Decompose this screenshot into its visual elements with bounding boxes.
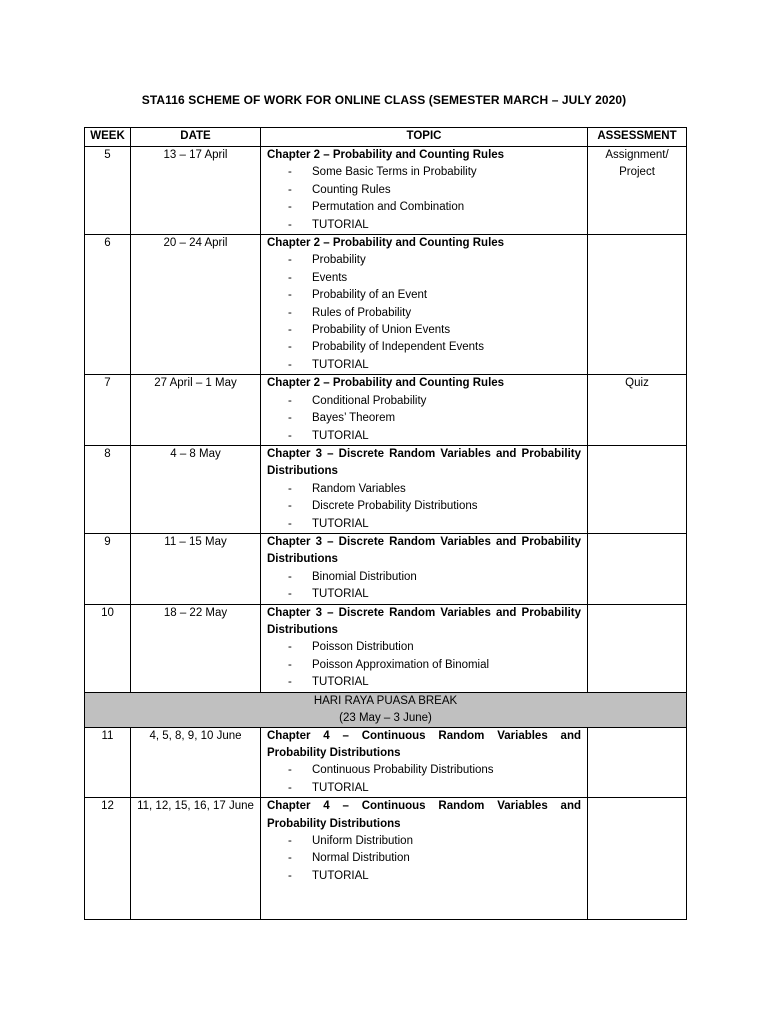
scheme-of-work-table — [84, 127, 687, 920]
subtopic-text: Binomial Distribution — [312, 570, 417, 583]
subtopic-text: Probability of Union Events — [312, 324, 451, 337]
date-cell: 11 – 15 May — [131, 533, 261, 604]
subtopic-item — [267, 833, 581, 850]
subtopic-text: Discrete Probability Distributions — [312, 500, 478, 513]
bullet-dash: - — [288, 271, 292, 284]
subtopic-item — [267, 868, 581, 885]
topic-cell — [261, 235, 588, 375]
table-row — [85, 533, 687, 604]
assessment-cell — [588, 445, 687, 533]
date-cell: 4, 5, 8, 9, 10 June — [131, 727, 261, 798]
table-row — [85, 147, 687, 235]
break-label: HARI RAYA PUASA BREAK — [313, 694, 458, 707]
bullet-dash: - — [288, 588, 292, 601]
subtopic-item — [267, 516, 581, 533]
subtopic-list — [267, 833, 581, 885]
assessment-cell — [588, 727, 687, 798]
week-cell: 12 — [85, 798, 131, 920]
subtopic-text: Permutation and Combination — [312, 201, 465, 214]
date-cell: 18 – 22 May — [131, 604, 261, 692]
subtopic-item — [267, 657, 581, 674]
topic-cell — [261, 798, 588, 920]
subtopic-list — [267, 252, 581, 374]
chapter-heading: Chapter 2 – Probability and Counting Rules — [267, 149, 505, 161]
date-cell: 4 – 8 May — [131, 445, 261, 533]
subtopic-text: TUTORIAL — [312, 869, 369, 882]
assessment-cell: Quiz — [588, 375, 687, 446]
table-header-row — [85, 128, 687, 147]
topic-cell — [261, 147, 588, 235]
subtopic-item — [267, 762, 581, 779]
assessment-cell: Assignment/ Project — [588, 147, 687, 235]
subtopic-item — [267, 252, 581, 269]
subtopic-item — [267, 339, 581, 356]
subtopic-list — [267, 762, 581, 797]
subtopic-item — [267, 217, 581, 234]
bullet-dash: - — [288, 289, 292, 302]
date-cell: 13 – 17 April — [131, 147, 261, 235]
bullet-dash: - — [288, 254, 292, 267]
header-date: DATE — [131, 128, 261, 147]
assessment-cell — [588, 235, 687, 375]
table-row — [85, 235, 687, 375]
table-row — [85, 375, 687, 446]
subtopic-item — [267, 428, 581, 445]
week-cell: 7 — [85, 375, 131, 446]
table-body — [85, 147, 687, 920]
subtopic-list — [267, 393, 581, 445]
chapter-heading: Chapter 4 – Continuous Random Variables and Probability Distributions — [267, 800, 581, 830]
chapter-heading: Chapter 3 – Discrete Random Variables and Probability Distributions — [267, 447, 581, 478]
table-row — [85, 445, 687, 533]
subtopic-item — [267, 639, 581, 656]
bullet-dash: - — [288, 306, 292, 319]
bullet-dash: - — [288, 358, 292, 371]
bullet-dash: - — [288, 764, 292, 777]
chapter-heading: Chapter 4 – Continuous Random Variables and Probability Distributions — [267, 729, 581, 759]
subtopic-text: TUTORIAL — [312, 676, 369, 689]
bullet-dash: - — [288, 570, 292, 583]
bullet-dash: - — [288, 394, 292, 407]
date-cell: 20 – 24 April — [131, 235, 261, 375]
assessment-cell — [588, 533, 687, 604]
subtopic-text: Probability of Independent Events — [312, 341, 484, 354]
subtopic-text: TUTORIAL — [312, 517, 369, 530]
subtopic-list — [267, 164, 581, 234]
table-row — [85, 727, 687, 798]
subtopic-item — [267, 393, 581, 410]
assessment-cell — [588, 604, 687, 692]
subtopic-text: TUTORIAL — [312, 358, 369, 371]
topic-cell — [261, 375, 588, 446]
bullet-dash: - — [288, 676, 292, 689]
bullet-dash: - — [288, 517, 292, 530]
subtopic-text: Bayes’ Theorem — [312, 412, 396, 425]
bullet-dash: - — [288, 429, 292, 442]
subtopic-text: TUTORIAL — [312, 218, 369, 231]
header-topic: TOPIC — [261, 128, 588, 147]
header-assessment: ASSESSMENT — [588, 128, 687, 147]
subtopic-text: Poisson Approximation of Binomial — [312, 658, 490, 671]
bullet-dash: - — [288, 482, 292, 495]
week-cell: 6 — [85, 235, 131, 375]
bullet-dash: - — [288, 166, 292, 179]
bullet-dash: - — [288, 852, 292, 865]
subtopic-text: Probability of an Event — [312, 289, 428, 302]
subtopic-item — [267, 164, 581, 181]
bullet-dash: - — [288, 201, 292, 214]
subtopic-item — [267, 287, 581, 304]
subtopic-text: TUTORIAL — [312, 429, 369, 442]
bullet-dash: - — [288, 641, 292, 654]
bullet-dash: - — [288, 781, 292, 794]
subtopic-item — [267, 410, 581, 427]
break-cell — [85, 692, 687, 727]
subtopic-text: Some Basic Terms in Probability — [312, 166, 477, 179]
subtopic-item — [267, 270, 581, 287]
bullet-dash: - — [288, 412, 292, 425]
header-week: WEEK — [85, 128, 131, 147]
assessment-cell — [588, 798, 687, 920]
subtopic-item — [267, 199, 581, 216]
subtopic-text: Normal Distribution — [312, 852, 410, 865]
break-dates: (23 May – 3 June) — [339, 711, 432, 724]
subtopic-item — [267, 780, 581, 797]
bullet-dash: - — [288, 500, 292, 513]
bullet-dash: - — [288, 341, 292, 354]
date-cell: 11, 12, 15, 16, 17 June — [131, 798, 261, 920]
week-cell: 9 — [85, 533, 131, 604]
subtopic-text: Random Variables — [312, 482, 406, 495]
subtopic-text: Probability — [312, 254, 366, 267]
table-row — [85, 798, 687, 920]
subtopic-text: Conditional Probability — [312, 394, 427, 407]
subtopic-item — [267, 357, 581, 374]
bullet-dash: - — [288, 869, 292, 882]
subtopic-list — [267, 639, 581, 691]
subtopic-item — [267, 305, 581, 322]
subtopic-item — [267, 481, 581, 498]
topic-cell — [261, 533, 588, 604]
bullet-dash: - — [288, 218, 292, 231]
chapter-heading: Chapter 3 – Discrete Random Variables and Probability Distributions — [267, 606, 581, 636]
subtopic-text: Counting Rules — [312, 183, 391, 196]
week-cell: 8 — [85, 445, 131, 533]
week-cell: 11 — [85, 727, 131, 798]
subtopic-list — [267, 481, 581, 533]
bullet-dash: - — [288, 658, 292, 671]
subtopic-list — [267, 569, 581, 604]
subtopic-text: TUTORIAL — [312, 588, 369, 601]
bullet-dash: - — [288, 324, 292, 337]
subtopic-item — [267, 498, 581, 515]
subtopic-item — [267, 586, 581, 603]
subtopic-item — [267, 322, 581, 339]
chapter-heading: Chapter 3 – Discrete Random Variables and Probability Distributions — [267, 535, 581, 566]
chapter-heading: Chapter 2 – Probability and Counting Rules — [267, 237, 505, 250]
bullet-dash: - — [288, 835, 292, 848]
subtopic-item — [267, 182, 581, 199]
bullet-dash: - — [288, 183, 292, 196]
subtopic-item — [267, 569, 581, 586]
subtopic-item — [267, 850, 581, 867]
chapter-heading: Chapter 2 – Probability and Counting Rules — [267, 377, 505, 390]
page-title: STA116 SCHEME OF WORK FOR ONLINE CLASS (SEMESTER MARCH – JULY 2020) — [141, 93, 627, 107]
week-cell: 10 — [85, 604, 131, 692]
subtopic-text: Poisson Distribution — [312, 641, 414, 654]
subtopic-item — [267, 674, 581, 691]
subtopic-text: Rules of Probability — [312, 306, 412, 319]
topic-cell — [261, 445, 588, 533]
subtopic-text: Events — [312, 271, 348, 284]
subtopic-text: Continuous Probability Distributions — [312, 764, 494, 777]
topic-cell — [261, 727, 588, 798]
subtopic-text: TUTORIAL — [312, 781, 369, 794]
break-row — [85, 692, 687, 727]
week-cell: 5 — [85, 147, 131, 235]
topic-cell — [261, 604, 588, 692]
date-cell: 27 April – 1 May — [131, 375, 261, 446]
subtopic-text: Uniform Distribution — [312, 835, 413, 848]
table-row — [85, 604, 687, 692]
